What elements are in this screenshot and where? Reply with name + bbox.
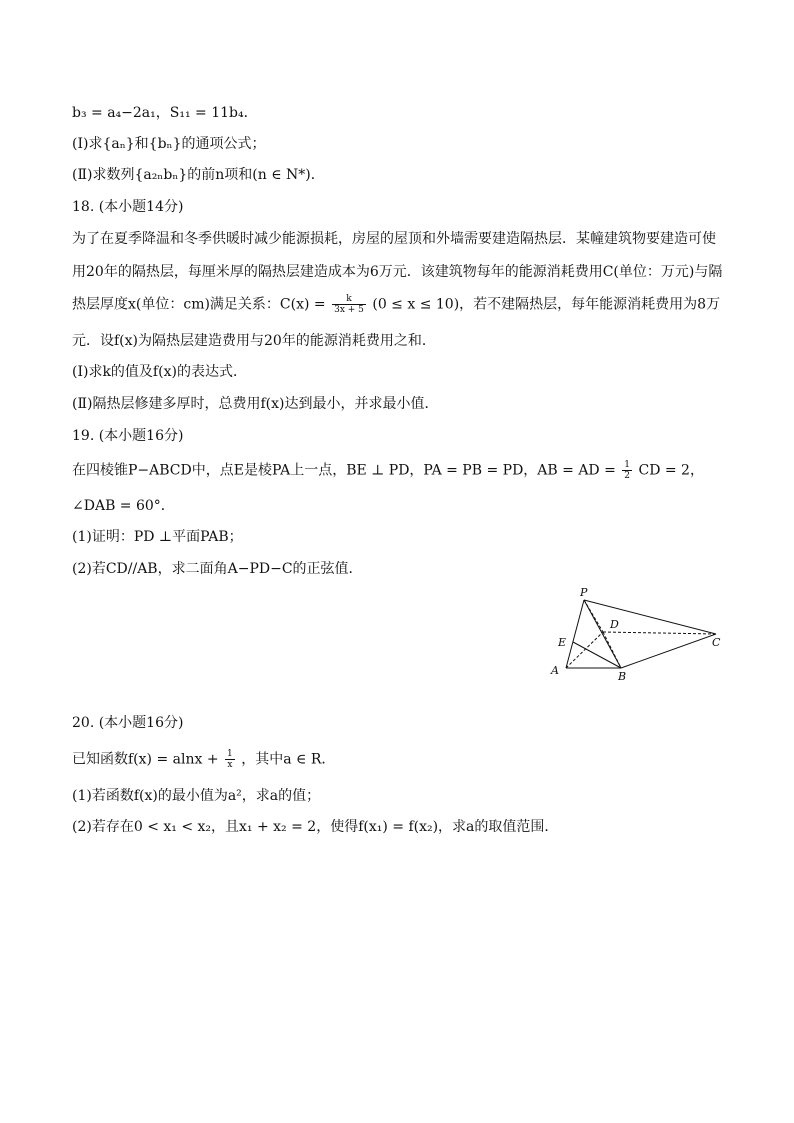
- p17-question-1: (Ⅰ)求{aₙ}和{bₙ}的通项公式；: [72, 136, 266, 152]
- edge-dc: [603, 632, 716, 634]
- p19-header: 19. (本小题16分): [72, 428, 184, 444]
- label-c: C: [712, 636, 721, 649]
- p20-question-1: (1)若函数f(x)的最小值为a²，求a的值；: [72, 788, 321, 804]
- p18-fraction-denominator: 3x + 5: [334, 305, 364, 315]
- p19-text-line-1-b: CD = 2，: [638, 462, 704, 479]
- p19-question-1: (1)证明：PD ⊥平面PAB；: [72, 529, 243, 545]
- p20-text-line-1-b: ，其中a ∈ R．: [241, 751, 336, 768]
- p19-fraction: [622, 460, 632, 481]
- label-b: B: [618, 670, 627, 682]
- p18-fraction: [332, 294, 366, 315]
- p18-text-line-3-a: 热层厚度x(单位：cm)满足关系：C(x) =: [72, 296, 326, 313]
- p18-text-line-4: 元．设f(x)为隔热层建造费用与20年的能源消耗费用之和．: [72, 333, 436, 349]
- p18-text-line-2: 用20年的隔热层，每厘米厚的隔热层建造成本为6万元．该建筑物每年的能源消耗费用C(单位：万元)与隔: [72, 264, 723, 280]
- p18-text-line-3-b: (0 ≤ x ≤ 10)，若不建隔热层，每年能源消耗费用为8万: [372, 296, 721, 313]
- edge-pd: [584, 600, 603, 632]
- p18-text-line-1: 为了在夏季降温和冬季供暖时减少能源损耗，房屋的屋顶和外墙需要建造隔热层．某幢建筑物要建造可使: [72, 231, 716, 247]
- label-p: P: [580, 586, 588, 599]
- p19-fraction-numerator: 1: [624, 460, 631, 470]
- p18-text-line-3: [72, 294, 722, 315]
- p19-text-line-1-a: 在四棱锥P−ABCD中，点E是棱PA上一点，BE ⊥ PD，PA = PB = PD，AB = AD =: [72, 462, 616, 479]
- p18-fraction-numerator: k: [332, 294, 366, 305]
- label-a: A: [551, 664, 559, 677]
- p20-text-line-1: [72, 749, 722, 770]
- p18-question-2: (Ⅱ)隔热层修建多厚时，总费用f(x)达到最小，并求最小值．: [72, 396, 439, 412]
- p19-fraction-denominator: 2: [624, 471, 631, 481]
- edge-pc: [584, 600, 716, 634]
- p17-condition-line: b₃ = a₄−2a₁，S₁₁ = 11b₄．: [72, 105, 258, 121]
- p20-fraction-denominator: x: [227, 760, 233, 770]
- p19-text-line-2: ∠DAB = 60°．: [72, 498, 175, 514]
- p18-question-1: (Ⅰ)求k的值及f(x)的表达式．: [72, 364, 247, 380]
- p20-question-2: (2)若存在0 < x₁ < x₂，且x₁ + x₂ = 2，使得f(x₁) = f(x₂)，求a的取值范围．: [72, 819, 559, 835]
- edge-pa: [566, 600, 584, 668]
- p20-header: 20. (本小题16分): [72, 715, 184, 731]
- p18-header: 18. (本小题14分): [72, 199, 184, 215]
- edge-bc: [621, 634, 716, 668]
- p19-question-2: (2)若CD//AB，求二面角A−PD−C的正弦值．: [72, 561, 363, 577]
- p20-text-line-1-a: 已知函数f(x) = alnx +: [72, 751, 219, 768]
- p19-text-line-1: [72, 460, 722, 481]
- label-e: E: [558, 636, 567, 649]
- p17-question-2: (Ⅱ)求数列{a₂ₙbₙ}的前n项和(n ∈ N*)．: [72, 167, 325, 183]
- p20-fraction: [225, 749, 235, 770]
- pyramid-figure: [548, 582, 728, 682]
- edge-ad: [566, 632, 603, 668]
- label-d: D: [610, 618, 619, 631]
- p20-fraction-numerator: 1: [227, 749, 233, 759]
